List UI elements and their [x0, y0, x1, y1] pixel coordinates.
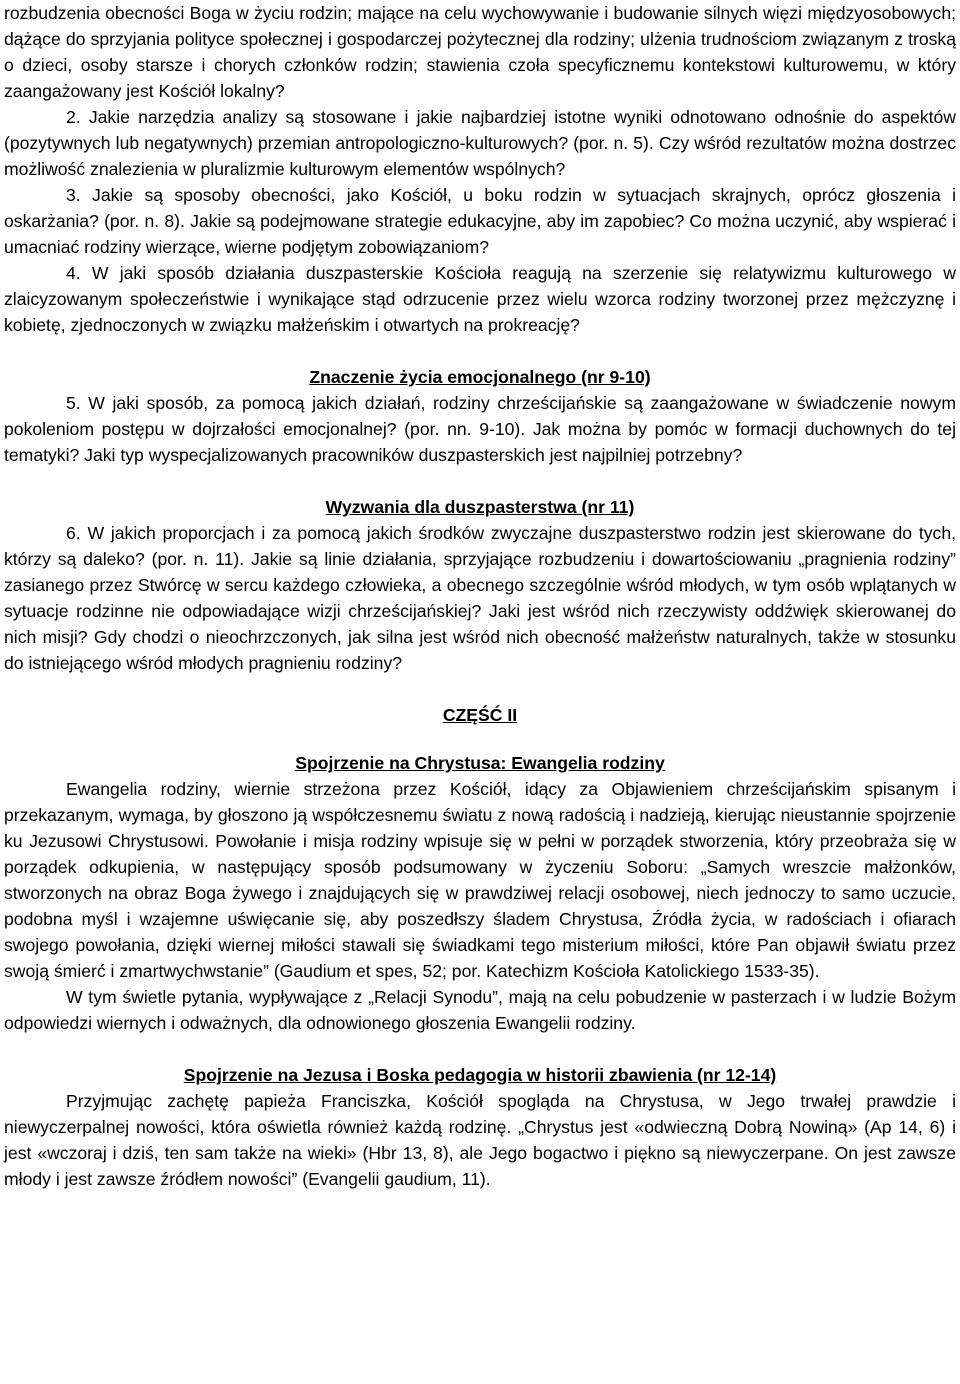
spacer [4, 338, 956, 364]
paragraph-gospel: Ewangelia rodziny, wiernie strzeżona przez Kościół, idący za Objawieniem chrześcijańskim spisanym i przekazanym, wymaga, by głoszono ją współczesnemu światu z nową radością i nadzieją, kierując nieustannie spojrzenie ku Jezusowi Chrystusowi. Powołanie i misja rodziny wpisuje się w pełni w porządek stworzenia, który przeobraża się w porządek odkupienia, w następujący sposób podsumowany w życzeniu Soboru: „Samych wreszcie małżonków, stworzonych na obraz Boga żywego i znajdujących się w prawdziwej relacji osobowej, niech jednoczy to samo uczucie, podobna myśl i wzajemne uświęcanie się, aby poszedłszy śladem Chrystusa, Źródła życia, w radościach i ofiarach swojego powołania, dzięki wiernej miłości stawali się świadkami tego misterium miłości, które Pan objawił światu przez swoją śmierć i zmartwychwstanie” (Gaudium et spes, 52; por. Katechizm Kościoła Katolickiego 1533-35). [4, 779, 956, 981]
paragraph-pope-francis: Przyjmując zachętę papieża Franciszka, Kościół spogląda na Chrystusa, w Jego trwałej prawdzie i niewyczerpalnej nowości, która oświetla również każdą rodzinę. „Chrystus jest «odwieczną Dobrą Nowiną» (Ap 14, 6) i jest «wczoraj i dziś, ten sam także na wieki» (Hbr 13, 8), ale Jego bogactwo i piękno są niewyczerpane. On jest zawsze młody i jest zawsze źródłem nowości” (Evangelii gaudium, 11). [4, 1091, 956, 1189]
question-3: 3. Jakie są sposoby obecności, jako Kościół, u boku rodzin w sytuacjach skrajnych, oprócz głoszenia i oskarżania? (por. n. 8). Jakie są podejmowane strategie edukacyjne, aby im zapobiec? Co można uczynić, aby wspierać i umacniać rodziny wierzące, wierne podjętym zobowiązaniom? [4, 185, 956, 257]
paragraph-intro: rozbudzenia obecności Boga w życiu rodzin; mające na celu wychowywanie i budowanie silnych więzi międzyosobowych; dążące do sprzyjania polityce społecznej i gospodarczej pożytecznej dla rodziny; ulżenia trudnościom związanym z troską o dzieci, osoby starsze i chorych członków rodzin; stawienia czoła specyficznemu kontekstowi kulturowemu, w który zaangażowany jest Kościół lokalny? [4, 3, 956, 101]
section-heading-gospel-of-family: Spojrzenie na Chrystusa: Ewangelia rodziny [295, 753, 665, 773]
question-4: 4. W jaki sposób działania duszpasterskie Kościoła reagują na szerzenie się relatywizmu kulturowego w zlaicyzowanym społeczeństwie i wynikające stąd odrzucenie przez wielu wzorca rodziny tworzonej przez mężczyznę i kobietę, zjednoczonych w związku małżeńskim i otwartych na prokreację? [4, 263, 956, 335]
spacer [4, 676, 956, 702]
spacer [4, 468, 956, 494]
section-heading-emotional-life: Znaczenie życia emocjonalnego (nr 9-10) [309, 367, 651, 387]
section-heading-divine-pedagogy: Spojrzenie na Jezusa i Boska pedagogia w historii zbawienia (nr 12-14) [183, 1065, 777, 1085]
paragraph-in-this-light: W tym świetle pytania, wypływające z „Relacji Synodu”, mają na celu pobudzenie w pasterzach i w ludzie Bożym odpowiedzi wiernych i odważnych, dla odnowionego głoszenia Ewangelii rodziny. [4, 987, 956, 1033]
spacer [4, 1036, 956, 1062]
part-heading: CZĘŚĆ II [442, 705, 518, 725]
spacer [4, 728, 956, 750]
question-6: 6. W jakich proporcjach i za pomocą jakich środków zwyczajne duszpasterstwo rodzin jest skierowane do tych, którzy są daleko? (por. n. 11). Jakie są linie działania, sprzyjające rozbudzeniu i dowartościowaniu „pragnienia rodziny” zasianego przez Stwórcę w sercu każdego człowieka, a obecnego szczególnie wśród młodych, w tym osób wplątanych w sytuacje rodzinne nie odpowiadające wizji chrześcijańskiej? Jaki jest wśród nich rzeczywisty oddźwięk skierowanej do nich misji? Gdy chodzi o nieochrzczonych, jak silna jest wśród nich obecność małżeństw naturalnych, także w stosunku do istniejącego wśród młodych pragnieniu rodziny? [4, 523, 956, 673]
section-heading-pastoral-challenges: Wyzwania dla duszpasterstwa (nr 11) [325, 497, 635, 517]
question-2: 2. Jakie narzędzia analizy są stosowane i jakie najbardziej istotne wyniki odnotowano odnośnie do aspektów (pozytywnych lub negatywnych) przemian antropologiczno-kulturowych? (por. n. 5). Czy wśród rezultatów można dostrzec możliwość znalezienia w pluralizmie kulturowym elementów wspólnych? [4, 107, 956, 179]
question-5: 5. W jaki sposób, za pomocą jakich działań, rodziny chrześcijańskie są zaangażowane w świadczenie nowym pokoleniom postępu w dojrzałości emocjonalnej? (por. nn. 9-10). Jak można by pomóc w formacji duchownych do tej tematyki? Jaki typ wyspecjalizowanych pracowników duszpasterskich jest najpilniej potrzebny? [4, 393, 956, 465]
